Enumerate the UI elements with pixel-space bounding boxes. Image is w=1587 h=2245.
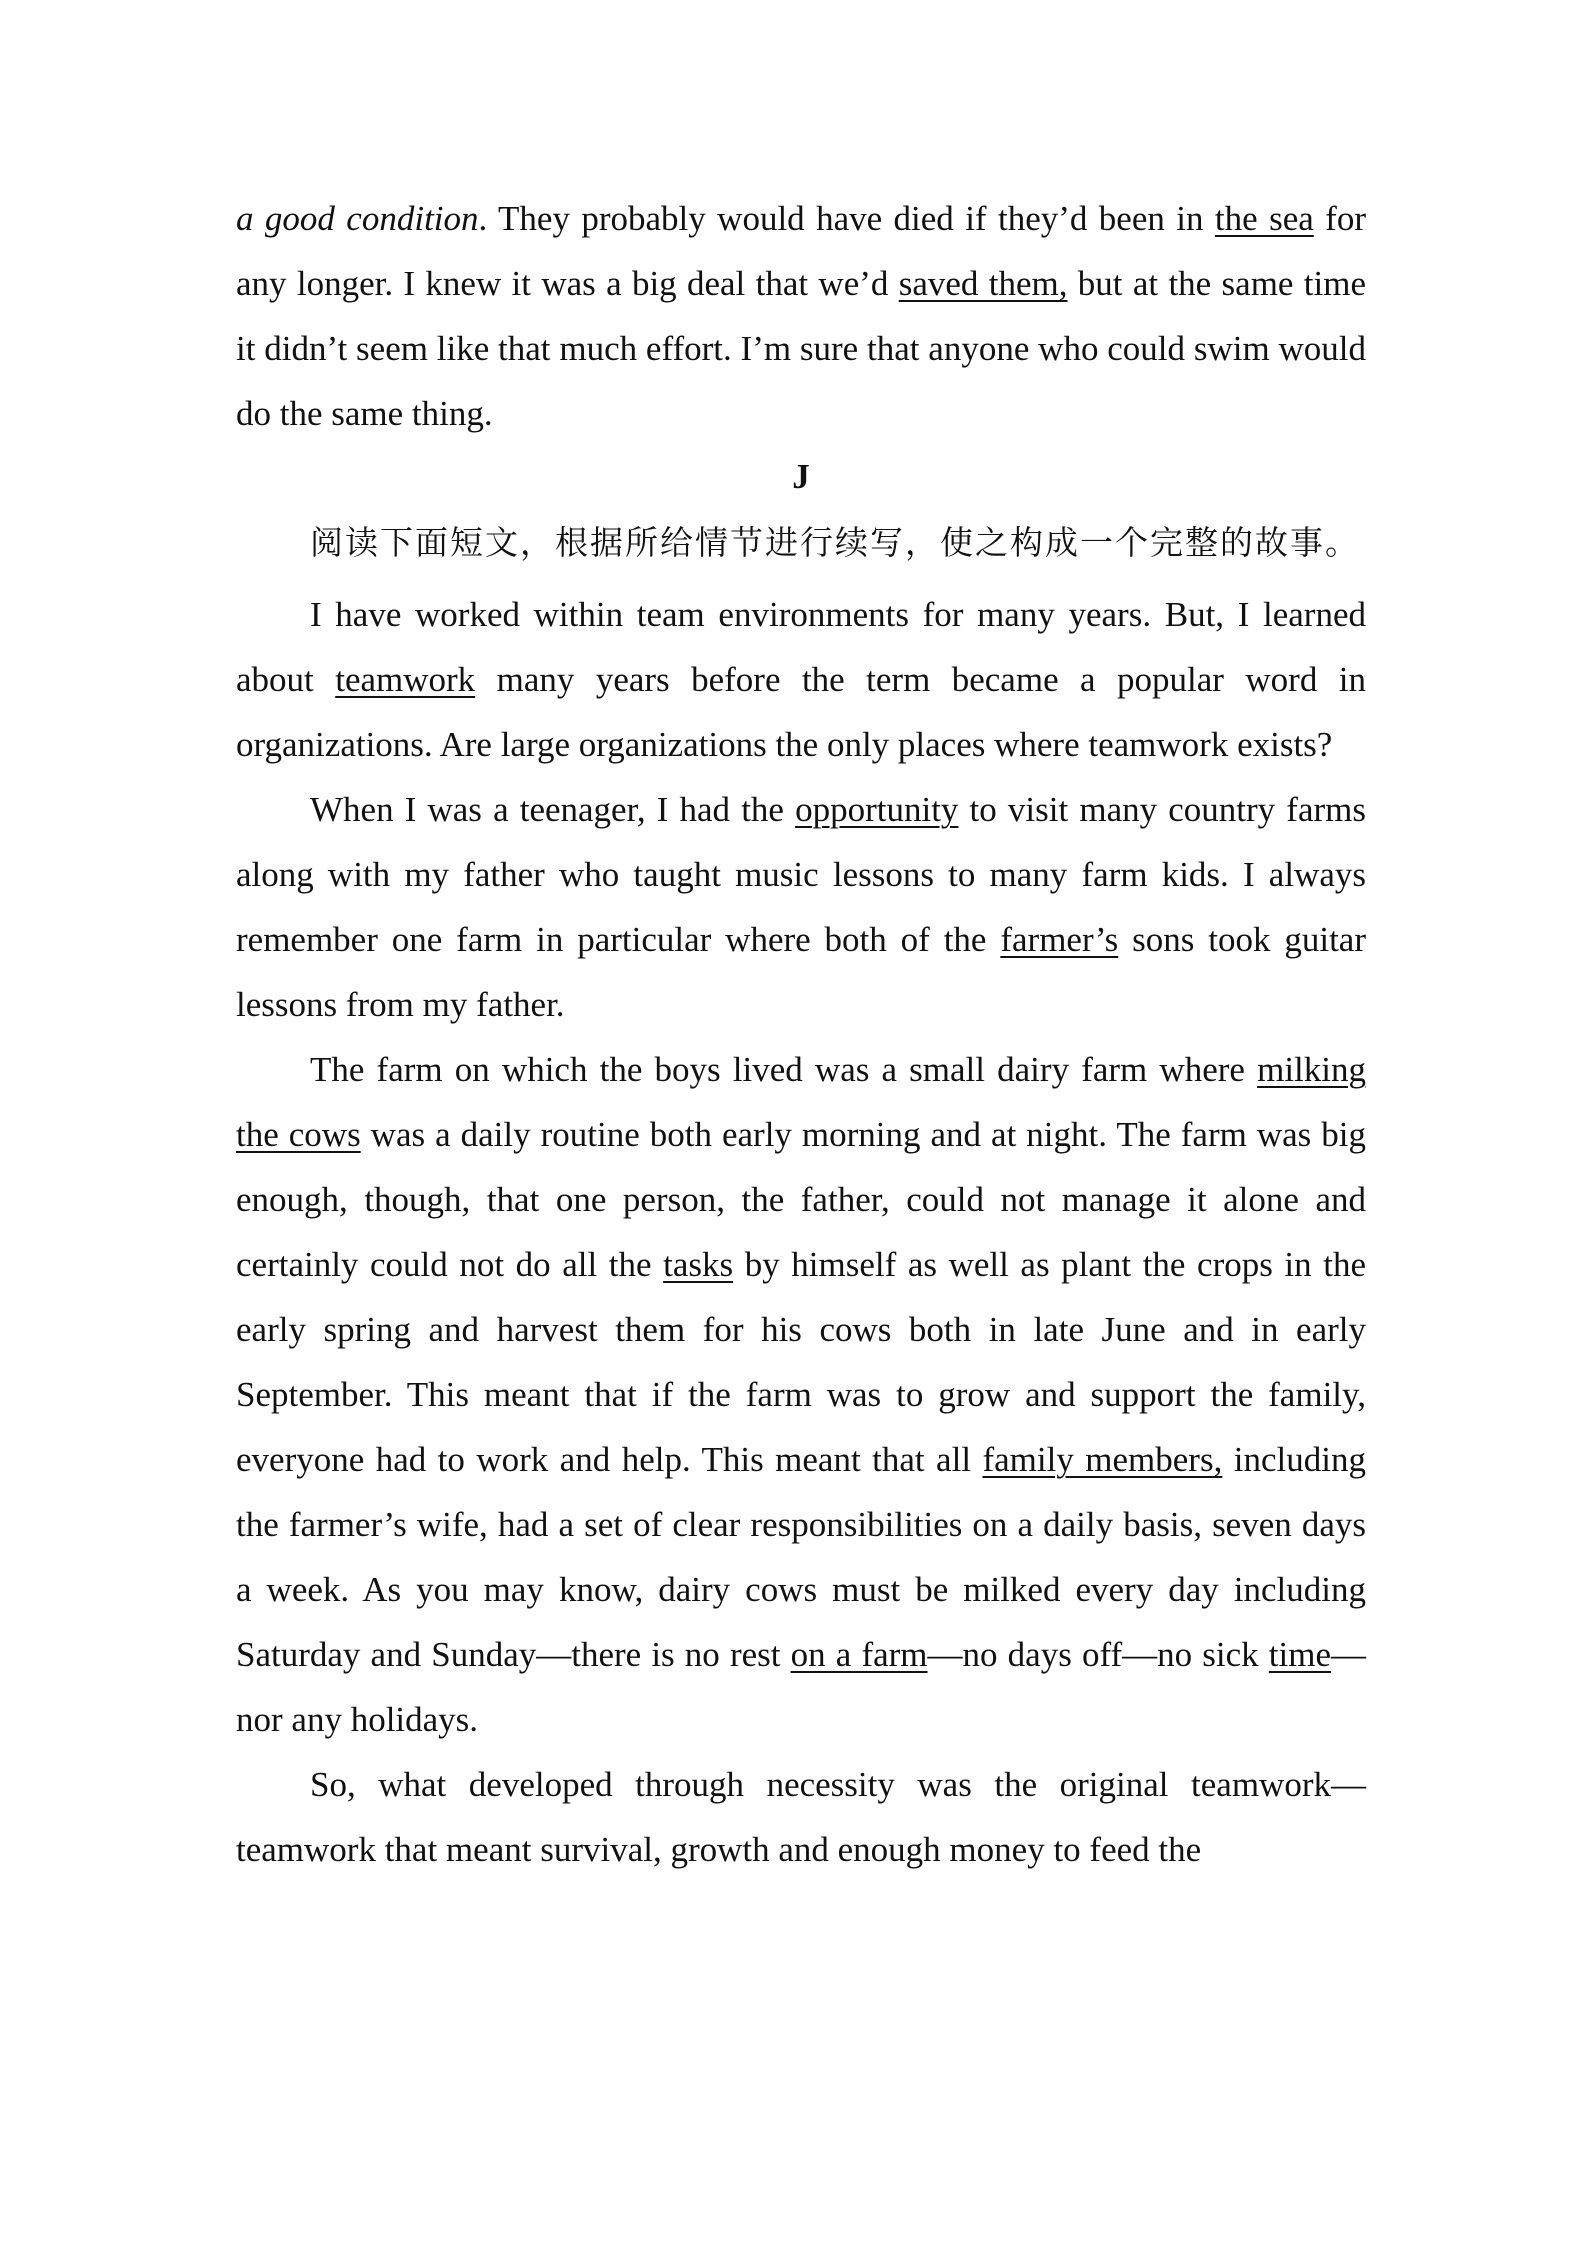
paragraph-4: So, what developed through necessity was the original teamwork—teamwork that meant survival, growth and enough money to feed the xyxy=(236,1765,1366,1869)
section-heading: J xyxy=(792,457,810,496)
underlined-phrase: time xyxy=(1268,1635,1332,1674)
task-instruction: 阅读下面短文，根据所给情节进行续写，使之构成一个完整的故事。 xyxy=(310,523,1360,562)
underlined-phrase: teamwork xyxy=(335,660,476,699)
underlined-phrase: on a farm xyxy=(790,1635,928,1674)
italic-phrase: a good condition xyxy=(236,199,479,238)
underlined-phrase: opportunity xyxy=(795,790,959,829)
underlined-phrase: farmer’s xyxy=(1000,920,1119,959)
underlined-phrase: saved them, xyxy=(898,264,1068,303)
text-column xyxy=(236,186,1366,1882)
underlined-phrase: tasks xyxy=(663,1245,734,1284)
paragraph-1: I have worked within team environments for many years. But, I learned about teamwork many years before the term became a popular word in organizations. Are large organizations the only places where teamwork exists? xyxy=(236,595,1366,764)
passage-i-ending: a good condition. They probably would have died if they’d been in the sea for any longer. I knew it was a big deal that we’d saved them, but at the same time it didn’t seem like that much effort. I’m sure that anyone who could swim would do the same thing. xyxy=(236,199,1366,433)
underlined-phrase: the sea xyxy=(1214,199,1314,238)
underlined-phrase: family members, xyxy=(982,1440,1223,1479)
paragraph-2: When I was a teenager, I had the opportunity to visit many country farms along with my father who taught music lessons to many farm kids. I always remember one farm in particular where both of the farmer’s sons took guitar lessons from my father. xyxy=(236,790,1366,1024)
paragraph-3: The farm on which the boys lived was a small dairy farm where milking the cows was a daily routine both early morning and at night. The farm was big enough, though, that one person, the father, could not manage it alone and certainly could not do all the tasks by himself as well as plant the crops in the early spring and harvest them for his cows both in late June and in early September. This meant that if the farm was to grow and support the family, everyone had to work and help. This meant that all family members, including the farmer’s wife, had a set of clear responsibilities on a daily basis, seven days a week. As you may know, dairy cows must be milked every day including Saturday and Sunday—there is no rest on a farm—no days off—no sick time—nor any holidays. xyxy=(236,1050,1367,1739)
underlined-phrase: milking the cows xyxy=(236,1050,1366,1154)
